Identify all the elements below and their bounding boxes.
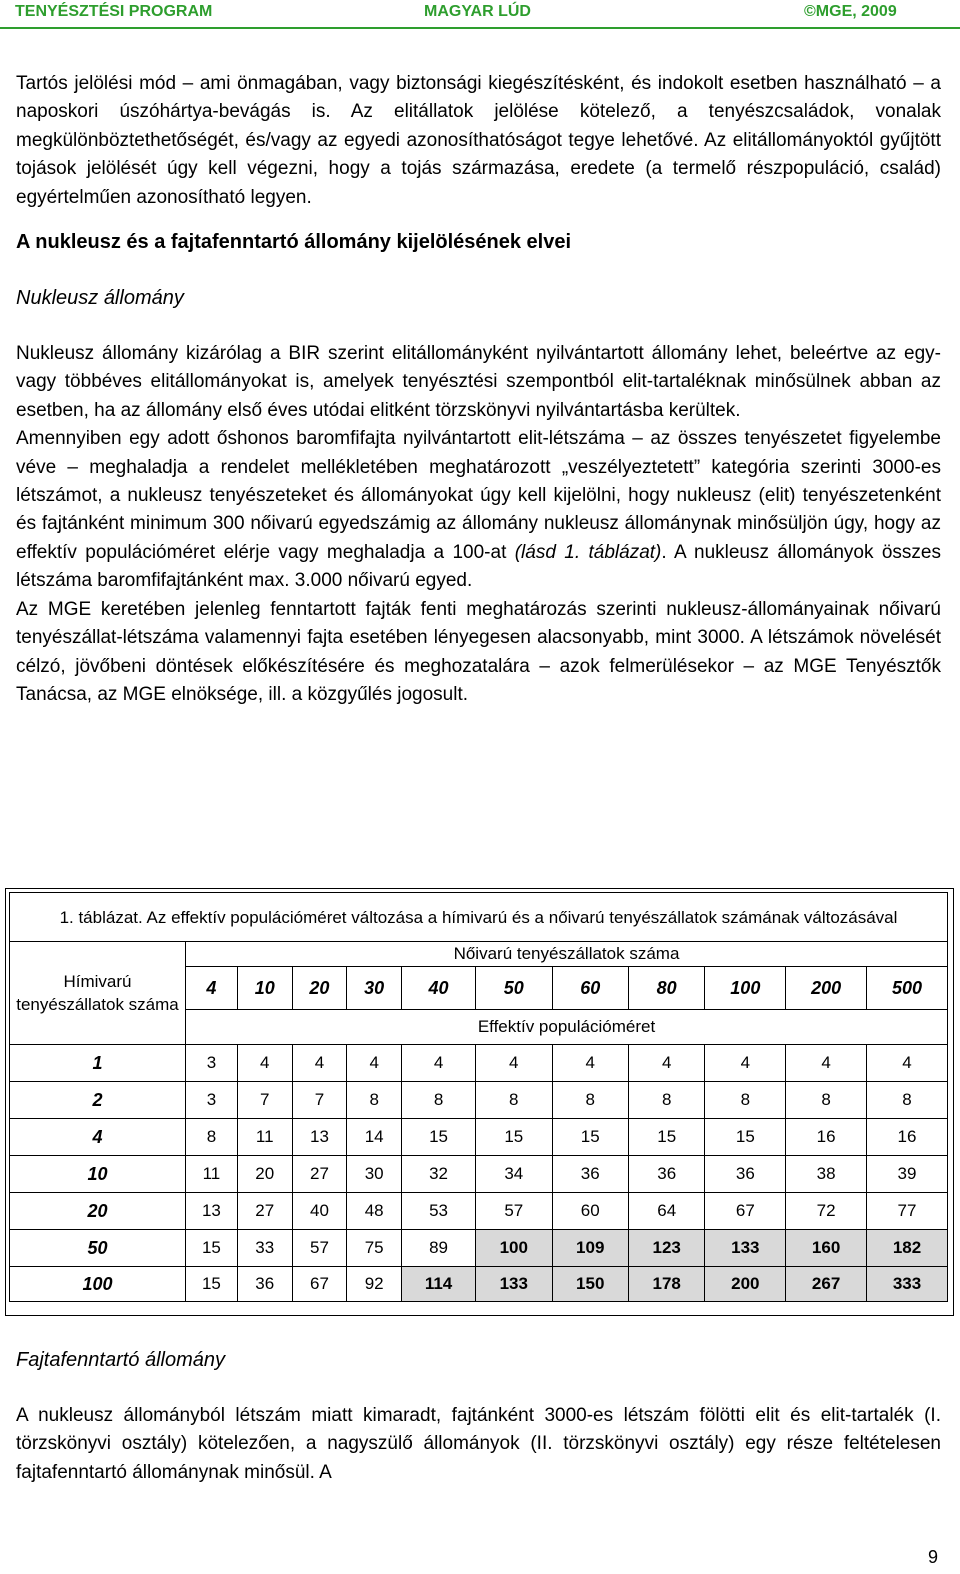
value-cell: 4 — [402, 1045, 476, 1082]
value-cell: 150 — [552, 1267, 628, 1302]
female-count-header: 200 — [786, 967, 867, 1010]
header-breed: MAGYAR LÚD — [424, 3, 531, 20]
female-count-header: 40 — [402, 967, 476, 1010]
female-count-header: 60 — [552, 967, 628, 1010]
value-cell: 4 — [705, 1045, 786, 1082]
value-cell: 36 — [628, 1156, 704, 1193]
value-cell: 3 — [186, 1082, 238, 1119]
value-cell: 20 — [237, 1156, 292, 1193]
paragraph-nucleus-def: Nukleusz állomány kizárólag a BIR szerint elitállományként nyilvántartott állomány lehet, beleértve az egy- vagy többéves elitállományokat is, amelyek tenyésztési szempontból elit-tartaléknak minősülnek abban az esetben, ha az állomány első éves utódai elitként törzskönyvi nyilvántartásba kerültek. — [16, 343, 941, 421]
table-row — [10, 1156, 948, 1193]
page-number: 9 — [928, 1547, 939, 1567]
value-cell: 15 — [402, 1119, 476, 1156]
value-cell: 8 — [552, 1082, 628, 1119]
value-cell: 15 — [705, 1119, 786, 1156]
male-count-cell: 4 — [10, 1119, 186, 1156]
value-cell: 77 — [867, 1193, 948, 1230]
value-cell: 4 — [628, 1045, 704, 1082]
value-cell: 333 — [867, 1267, 948, 1302]
paragraph-maintenance: A nukleusz állományból létszám miatt kimaradt, fajtánként 3000-es létszám fölötti elit és elit-tartalék (I. törzskönyvi osztály) kötelezően, a nagyszülő állományok (II. törzskönyvi osztály) egy része feltételesen fajtafenntartó állománynak minősül. A — [16, 1405, 941, 1483]
value-cell: 40 — [292, 1193, 347, 1230]
value-cell: 11 — [186, 1156, 238, 1193]
male-count-cell: 2 — [10, 1082, 186, 1119]
value-cell: 15 — [476, 1119, 552, 1156]
value-cell: 34 — [476, 1156, 552, 1193]
value-cell: 4 — [476, 1045, 552, 1082]
p3-part-b: . A nukleusz állományok összes létszáma baromfifajtánként max. 3.000 nőivarú egyed. — [16, 541, 941, 592]
female-count-header: 4 — [186, 967, 238, 1010]
main-content — [16, 70, 941, 709]
p3-part-a: Amennyiben egy adott őshonos baromfifajta nyilvántartott elit-létszáma – az összes tenyészetet figyelembe véve – meghaladja a rendelet mellékletében meghatározott „veszélyeztetett” kategória szerinti 3000-es létszámot, a nukleusz tenyészeteket és állományokat úgy kell kijelölni, hogy nukleusz (elit) tenyészetenként és fajtánként minimum 300 nőivarú egyedszámig az állomány nukleusz állománynak minősüljön úgy, hogy az effektív populációméret elérje vagy meghaladja a 100-at — [16, 428, 941, 563]
value-cell: 36 — [237, 1267, 292, 1302]
value-cell: 182 — [867, 1230, 948, 1267]
value-cell: 64 — [628, 1193, 704, 1230]
female-count-header: 50 — [476, 967, 552, 1010]
value-cell: 8 — [402, 1082, 476, 1119]
value-cell: 7 — [292, 1082, 347, 1119]
value-cell: 4 — [867, 1045, 948, 1082]
value-cell: 4 — [292, 1045, 347, 1082]
value-cell: 123 — [628, 1230, 704, 1267]
male-count-cell: 1 — [10, 1045, 186, 1082]
value-cell: 92 — [347, 1267, 402, 1302]
value-cell: 27 — [237, 1193, 292, 1230]
value-cell: 57 — [292, 1230, 347, 1267]
row-header-cell: Hímivarú tenyészállatok száma — [10, 942, 186, 1045]
value-cell: 48 — [347, 1193, 402, 1230]
value-cell: 8 — [347, 1082, 402, 1119]
value-cell: 67 — [705, 1193, 786, 1230]
header-rule — [0, 27, 960, 29]
value-cell: 53 — [402, 1193, 476, 1230]
lower-content — [16, 1346, 941, 1487]
value-cell: 8 — [476, 1082, 552, 1119]
value-cell: 133 — [476, 1267, 552, 1302]
value-cell: 33 — [237, 1230, 292, 1267]
table-row — [10, 1267, 948, 1302]
value-cell: 178 — [628, 1267, 704, 1302]
header-copyright: ©MGE, 2009 — [804, 3, 897, 20]
table-frame — [5, 888, 954, 1316]
value-cell: 14 — [347, 1119, 402, 1156]
female-count-header: 80 — [628, 967, 704, 1010]
value-cell: 32 — [402, 1156, 476, 1193]
value-cell: 11 — [237, 1119, 292, 1156]
value-cell: 75 — [347, 1230, 402, 1267]
effective-population-table — [9, 892, 948, 1302]
value-cell: 4 — [786, 1045, 867, 1082]
value-cell: 15 — [552, 1119, 628, 1156]
paragraph-nucleus-count — [16, 425, 941, 595]
value-cell: 39 — [867, 1156, 948, 1193]
value-cell: 8 — [786, 1082, 867, 1119]
value-cell: 72 — [786, 1193, 867, 1230]
table-row — [10, 1045, 948, 1082]
subheading-nucleus: Nukleusz állomány — [16, 287, 184, 310]
value-cell: 38 — [786, 1156, 867, 1193]
value-cell: 200 — [705, 1267, 786, 1302]
value-cell: 36 — [552, 1156, 628, 1193]
header-program: TENYÉSZTÉSI PROGRAM — [15, 3, 213, 20]
value-cell: 30 — [347, 1156, 402, 1193]
table-row — [10, 1119, 948, 1156]
value-cell: 13 — [292, 1119, 347, 1156]
male-count-cell: 10 — [10, 1156, 186, 1193]
table-row — [10, 1082, 948, 1119]
value-cell: 133 — [705, 1230, 786, 1267]
value-cell: 4 — [552, 1045, 628, 1082]
table-reference: (lásd 1. táblázat) — [514, 541, 662, 563]
male-count-cell: 50 — [10, 1230, 186, 1267]
sub-group-header: Effektív populációméret — [186, 1010, 948, 1045]
female-count-header: 30 — [347, 967, 402, 1010]
value-cell: 160 — [786, 1230, 867, 1267]
value-cell: 109 — [552, 1230, 628, 1267]
value-cell: 15 — [186, 1230, 238, 1267]
section-heading: A nukleusz és a fajtafenntartó állomány kijelölésének elvei — [16, 231, 572, 254]
value-cell: 57 — [476, 1193, 552, 1230]
value-cell: 15 — [628, 1119, 704, 1156]
value-cell: 8 — [186, 1119, 238, 1156]
value-cell: 13 — [186, 1193, 238, 1230]
col-group-header: Nőivarú tenyészállatok száma — [186, 942, 948, 967]
female-count-header: 100 — [705, 967, 786, 1010]
male-count-cell: 20 — [10, 1193, 186, 1230]
value-cell: 8 — [628, 1082, 704, 1119]
subheading-maintenance: Fajtafenntartó állomány — [16, 1349, 226, 1371]
value-cell: 267 — [786, 1267, 867, 1302]
value-cell: 4 — [347, 1045, 402, 1082]
table-row — [10, 1230, 948, 1267]
value-cell: 16 — [867, 1119, 948, 1156]
value-cell: 8 — [705, 1082, 786, 1119]
value-cell: 8 — [867, 1082, 948, 1119]
table-row — [10, 1193, 948, 1230]
value-cell: 89 — [402, 1230, 476, 1267]
female-count-header: 500 — [867, 967, 948, 1010]
value-cell: 67 — [292, 1267, 347, 1302]
table-caption: 1. táblázat. Az effektív populációméret változása a hímivarú és a nőivarú tenyészállatok számának változásával — [10, 893, 948, 942]
value-cell: 4 — [237, 1045, 292, 1082]
paragraph-marking: Tartós jelölési mód – ami önmagában, vagy biztonsági kiegészítésként, és indokolt esetben használható – a naposkori úszóhártya-bevágás is. Az elitállatok jelölése kötelező, a tenyészcsaládok, vonalak megkülönböztethetőségét, és/vagy az egyedi azonosíthatóságot tegye lehetővé. Az elitállományoktól gyűjtött tojások jelölését úgy kell végezni, hogy a tojás származása, eredete (a termelő részpopuláció, család) egyértelműen azonosítható legyen. — [16, 73, 941, 208]
value-cell: 15 — [186, 1267, 238, 1302]
page-header — [0, 0, 960, 26]
value-cell: 27 — [292, 1156, 347, 1193]
value-cell: 60 — [552, 1193, 628, 1230]
value-cell: 100 — [476, 1230, 552, 1267]
table-body — [10, 1045, 948, 1302]
value-cell: 36 — [705, 1156, 786, 1193]
female-count-header: 20 — [292, 967, 347, 1010]
male-count-cell: 100 — [10, 1267, 186, 1302]
paragraph-mge: Az MGE keretében jelenleg fenntartott fajták fenti meghatározás szerinti nukleusz-állományainak nőivarú tenyészállat-létszáma valamennyi fajta esetében lényegesen alacsonyabb, mint 3000. A létszámok növelését célzó, jövőbeni döntések előkészítésére és meghozatalára – azok felmerülésekor – az MGE Tenyésztők Tanácsa, az MGE elnöksége, ill. a közgyűlés jogosult. — [16, 598, 941, 705]
value-cell: 7 — [237, 1082, 292, 1119]
value-cell: 3 — [186, 1045, 238, 1082]
female-count-header: 10 — [237, 967, 292, 1010]
value-cell: 16 — [786, 1119, 867, 1156]
value-cell: 114 — [402, 1267, 476, 1302]
